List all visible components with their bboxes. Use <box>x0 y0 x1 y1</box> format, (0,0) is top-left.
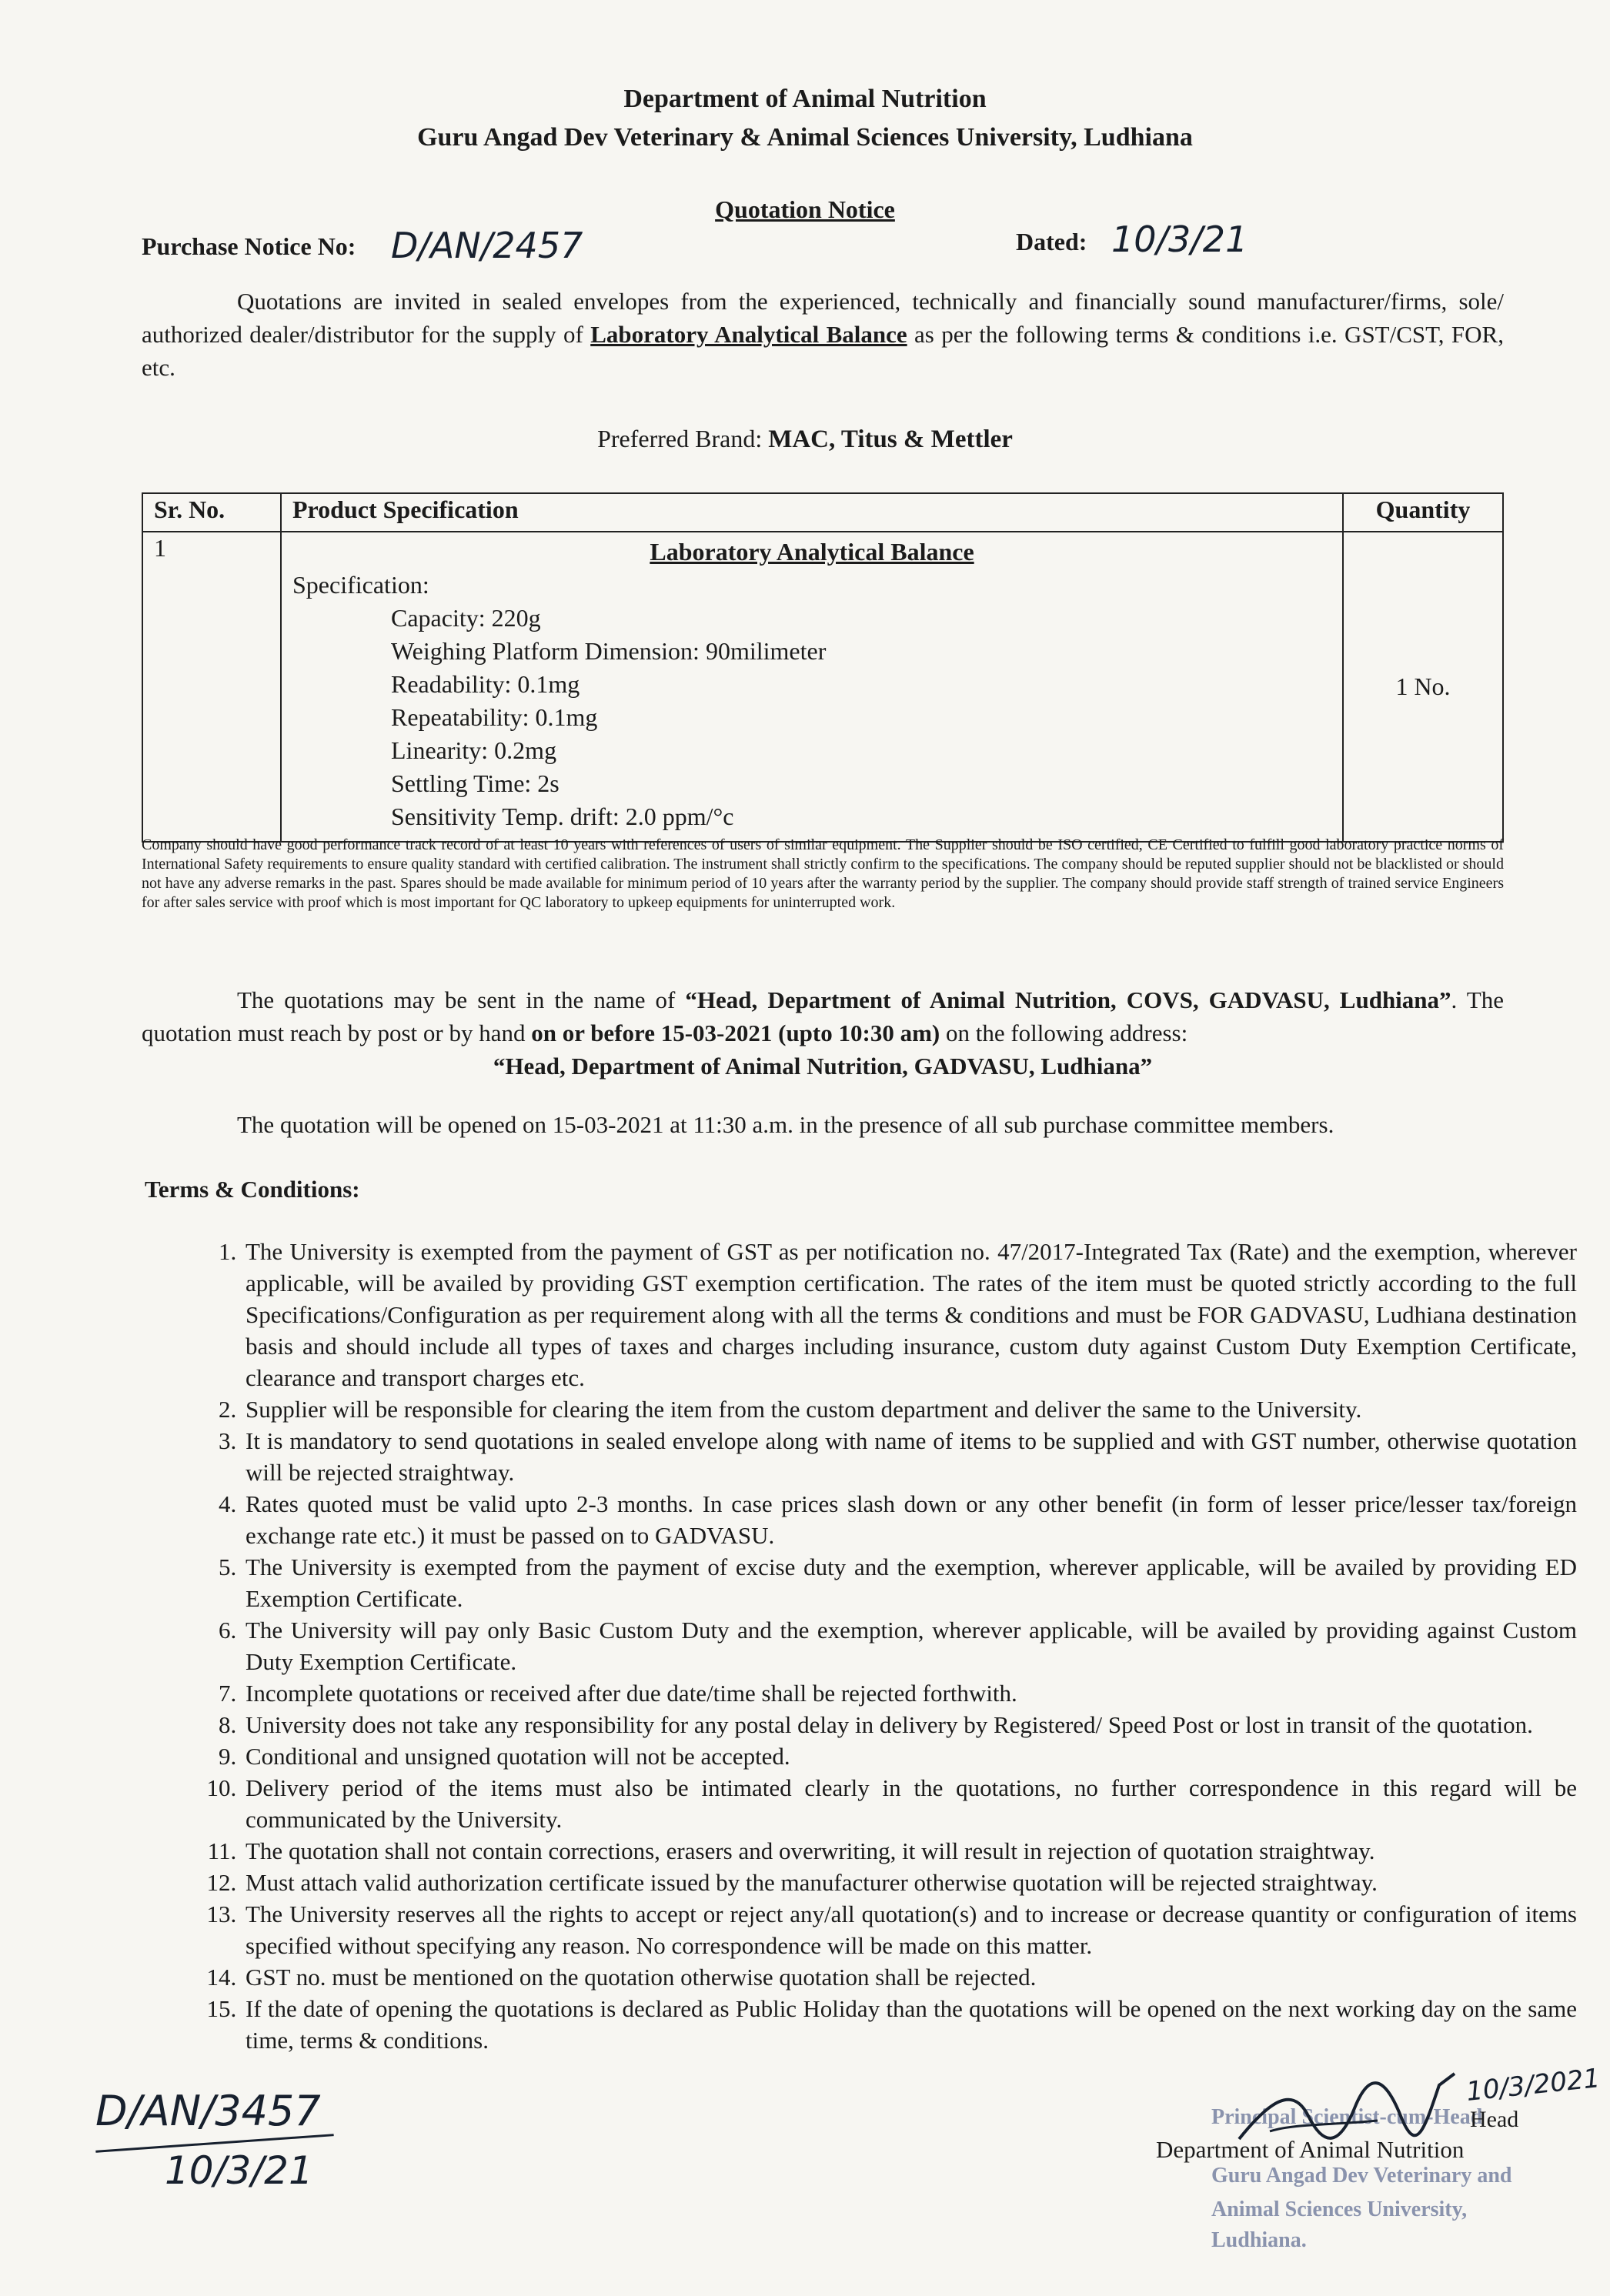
send-address: “Head, Department of Animal Nutrition, GADVASU, Ludhiana” <box>493 1053 1153 1080</box>
spec-settling-time: Settling Time: 2s <box>391 769 559 797</box>
table-header-row <box>142 493 1503 532</box>
row-sr-no: 1 <box>142 532 281 842</box>
terms-list <box>177 1236 1577 2056</box>
stamp-line-3: Guru Angad Dev Veterinary and <box>1211 2164 1512 2188</box>
specification-label: Specification: <box>292 571 429 599</box>
stamp-line-1: Principal Scientist-cum-Head <box>1211 2105 1483 2129</box>
list-item: 7. Incomplete quotations or received after due date/time shall be rejected forthwith. <box>242 1677 1577 1709</box>
purchase-notice-label: Purchase Notice No: <box>142 232 356 260</box>
header-sr-no: Sr. No. <box>142 493 281 532</box>
brand-label: Preferred Brand: <box>597 425 769 452</box>
opening-paragraph <box>142 1108 1504 1141</box>
send-text-2: . The quotation must reach by post or by hand <box>142 986 1504 1046</box>
stamp-line-4: Animal Sciences University, <box>1211 2198 1468 2221</box>
purchase-notice-number: D/AN/2457 <box>391 225 583 266</box>
department-heading: Department of Animal Nutrition <box>623 85 987 113</box>
intro-item: Laboratory Analytical Balance <box>590 321 907 348</box>
header-product-specification: Product Specification <box>281 493 1343 532</box>
list-item: 2. Supplier will be responsible for clearing the item from the custom department and deliver the same to the University. <box>242 1393 1577 1425</box>
spec-repeatability: Repeatability: 0.1mg <box>391 703 598 731</box>
send-recipient: “Head, Department of Animal Nutrition, COVS, GADVASU, Ludhiana” <box>685 986 1451 1013</box>
handwritten-dispatch-date: 10/3/21 <box>165 2148 313 2193</box>
send-deadline: on or before 15-03-2021 (upto 10:30 am) <box>531 1020 940 1046</box>
specification-table <box>142 492 1504 843</box>
spec-capacity: Capacity: 220g <box>391 604 541 632</box>
intro-text-1: Quotations are invited in sealed envelopes from the experienced, technically and financially sound manufacturer/firms, sole/ authorized dealer/distributor for the supply of <box>142 288 1504 348</box>
spec-linearity: Linearity: 0.2mg <box>391 736 557 764</box>
header-quantity: Quantity <box>1343 493 1503 532</box>
company-requirements-note: Company should have good performance track record of at least 10 years with references of users of similar equipment. The Supplier should be ISO certified, CE Certified to fulfill good laboratory practice norms of International Safety requirements to ensure quality standard with certified calibration. The instrument shall strictly confirm to the specifications. The company should be reputed supplier should not be blacklisted or should not have any adverse remarks in the past. Spares should be made available for minimum period of 10 years after the warranty period by the supplier. The company should provide staff strength of trained service Engineers for after sales service with proof which is most important for QC laboratory to upkeep equipments for uninterrupted work. <box>142 836 1504 911</box>
row-product-specification <box>281 532 1343 842</box>
dated-label: Dated: <box>1016 228 1087 255</box>
list-item: 11. The quotation shall not contain corrections, erasers and overwriting, it will result in rejection of quotation straightway. <box>242 1835 1577 1867</box>
list-item: 14. GST no. must be mentioned on the quotation otherwise quotation shall be rejected. <box>242 1961 1577 1993</box>
notice-date: 10/3/21 <box>1111 219 1248 260</box>
row-quantity: 1 No. <box>1343 532 1503 842</box>
intro-text-2: as per the following terms & conditions i.e. GST/CST, FOR, etc. <box>142 321 1504 381</box>
head-label: Head <box>1470 2107 1519 2132</box>
university-heading: Guru Angad Dev Veterinary & Animal Sciences University, Ludhiana <box>417 123 1193 152</box>
brand-value: MAC, Titus & Mettler <box>768 425 1013 453</box>
list-item: 12. Must attach valid authorization certificate issued by the manufacturer otherwise quotation will be rejected straightway. <box>242 1867 1577 1898</box>
handwritten-dispatch-number: D/AN/3457 <box>95 2087 321 2135</box>
list-item: 4. Rates quoted must be valid upto 2-3 months. In case prices slash down or any other benefit (in form of lesser price/lesser tax/foreign exchange rate etc.) it must be passed on to GADVASU. <box>242 1488 1577 1551</box>
intro-paragraph <box>142 285 1504 384</box>
notice-title: Quotation Notice <box>715 195 895 223</box>
send-text-1: The quotations may be sent in the name of <box>237 986 686 1013</box>
list-item: 9. Conditional and unsigned quotation will not be accepted. <box>242 1740 1577 1772</box>
stamp-line-5: Ludhiana. <box>1211 2228 1307 2252</box>
send-paragraph <box>142 983 1504 1083</box>
list-item: 8. University does not take any responsibility for any postal delay in delivery by Registered/ Speed Post or lost in transit of the quotation. <box>242 1709 1577 1740</box>
list-item: 15. If the date of opening the quotations is declared as Public Holiday than the quotations will be opened on the next working day on the same time, terms & conditions. <box>242 1993 1577 2056</box>
product-title: Laboratory Analytical Balance <box>650 538 974 566</box>
list-item: 13. The University reserves all the rights to accept or reject any/all quotation(s) and to increase or decrease quantity or configuration of items specified without specifying any reason. No correspondence will be made on this matter. <box>242 1898 1577 1961</box>
table-row <box>142 532 1503 842</box>
spec-platform-dimension: Weighing Platform Dimension: 90milimeter <box>391 637 827 665</box>
list-item: 10. Delivery period of the items must also be intimated clearly in the quotations, no further correspondence in this regard will be communicated by the University. <box>242 1772 1577 1835</box>
terms-title: Terms & Conditions: <box>145 1176 360 1203</box>
signature-date: 10/3/2021 <box>1465 2062 1602 2108</box>
spec-readability: Readability: 0.1mg <box>391 670 580 698</box>
department-label: Department of Animal Nutrition <box>1156 2136 1465 2163</box>
preferred-brand <box>0 425 1610 454</box>
list-item: 5. The University is exempted from the payment of excise duty and the exemption, wherever applicable, will be availed by providing ED Exemption Certificate. <box>242 1551 1577 1614</box>
list-item: 1. The University is exempted from the payment of GST as per notification no. 47/2017-Integrated Tax (Rate) and the exemption, wherever applicable, will be availed by providing GST exemption certification. The rates of the item must be quoted strictly according to the full Specifications/Configuration as per requirement along with all the terms & conditions and must be FOR GADVASU, Ludhiana destination basis and should include all types of taxes and charges including insurance, custom duty against Custom Duty Exemption Certificate, clearance and transport charges etc. <box>242 1236 1577 1393</box>
opening-text: The quotation will be opened on 15-03-2021 at 11:30 a.m. in the presence of all sub purchase committee members. <box>237 1111 1334 1138</box>
spec-temp-drift: Sensitivity Temp. drift: 2.0 ppm/°c <box>391 803 734 830</box>
send-text-3: on the following address: <box>940 1020 1188 1046</box>
list-item: 3. It is mandatory to send quotations in sealed envelope along with name of items to be supplied and with GST number, otherwise quotation will be rejected straightway. <box>242 1425 1577 1488</box>
list-item: 6. The University will pay only Basic Custom Duty and the exemption, wherever applicable, will be availed by providing against Custom Duty Exemption Certificate. <box>242 1614 1577 1677</box>
